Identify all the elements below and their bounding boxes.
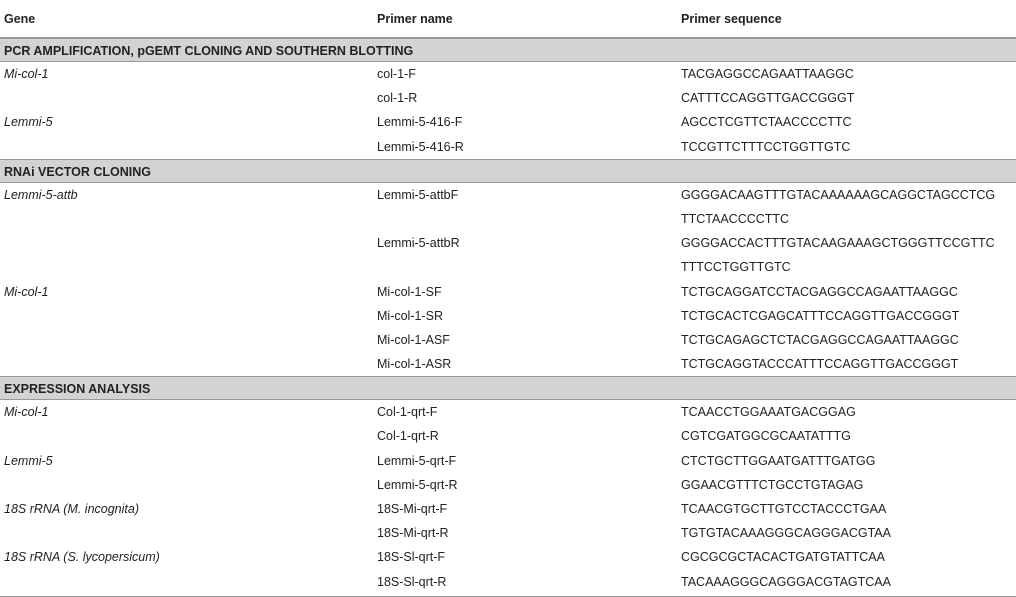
primer-name-cell: Lemmi-5-qrt-R	[377, 477, 458, 492]
table-header-row	[0, 0, 1016, 38]
gene-cell: Lemmi-5-attb	[4, 187, 78, 202]
primer-name-cell: Lemmi-5-416-F	[377, 115, 463, 130]
gene-cell: Lemmi-5	[4, 453, 53, 468]
primer-sequence-cell: GGGGACAAGTTTGTACAAAAAAGCAGGCTAGCCTCG	[681, 187, 996, 202]
section-title: EXPRESSION ANALYSIS	[4, 382, 151, 397]
primer-name-cell: 18S-Sl-qrt-R	[377, 574, 447, 589]
primer-name-cell: 18S-Sl-qrt-F	[377, 550, 446, 565]
primer-name-cell: Mi-col-1-SF	[377, 284, 442, 299]
primer-sequence-cell: TCCGTTCTTTCCTGGTTGTC	[681, 139, 851, 154]
table-row	[0, 110, 1016, 134]
table-row	[0, 521, 1016, 545]
table-row	[0, 86, 1016, 110]
gene-cell: Lemmi-5	[4, 115, 53, 130]
primer-sequence-cell: TACGAGGCCAGAATTAAGGC	[681, 67, 854, 81]
table-row	[0, 280, 1016, 304]
table-row	[0, 497, 1016, 521]
primer-name-cell: Lemmi-5-qrt-F	[377, 453, 457, 468]
header-primer-name: Primer name	[377, 12, 453, 26]
section-title: RNAi VECTOR CLONING	[4, 164, 151, 179]
primer-name-cell: 18S-Mi-qrt-R	[377, 526, 449, 541]
primer-name-cell: Col-1-qrt-F	[377, 405, 438, 420]
gene-cell: 18S rRNA (S. lycopersicum)	[4, 550, 160, 565]
primer-sequence-cell: TCTGCACTCGAGCATTTCCAGGTTGACCGGGT	[681, 308, 960, 323]
primer-name-cell: Lemmi-5-attbF	[377, 187, 459, 202]
primer-sequence-cell: CTCTGCTTGGAATGATTTGATGG	[681, 453, 876, 468]
gene-cell: Mi-col-1	[4, 405, 49, 420]
primer-sequence-cell: AGCCTCGTTCTAACCCCTTC	[681, 115, 852, 130]
primer-name-cell: Mi-col-1-SR	[377, 308, 443, 323]
primer-sequence-cell: TCTGCAGGTACCCATTTCCAGGTTGACCGGGT	[681, 357, 959, 372]
primer-sequence-cell: CGCGCGCTACACTGATGTATTCAA	[681, 550, 885, 565]
table-row	[0, 135, 1016, 159]
table-row	[0, 449, 1016, 473]
table-body	[0, 38, 1016, 594]
header-primer-sequence: Primer sequence	[681, 12, 782, 26]
table-row	[0, 207, 1016, 231]
primer-sequence-cell: TGTGTACAAAGGGCAGGGACGTAA	[681, 526, 891, 541]
primer-name-cell: col-1-F	[377, 67, 416, 81]
primer-sequence-cell: TCAACGTGCTTGTCCTACCCTGAA	[681, 502, 887, 516]
gene-cell: 18S rRNA (M. incognita)	[4, 502, 139, 516]
table-row	[0, 570, 1016, 594]
primer-sequence-cell: TTTCCTGGTTGTC	[681, 260, 791, 275]
primer-name-cell: Mi-col-1-ASF	[377, 332, 450, 347]
primer-name-cell: Mi-col-1-ASR	[377, 357, 452, 372]
table-row	[0, 255, 1016, 279]
primer-sequence-cell: CGTCGATGGCGCAATATTTG	[681, 429, 851, 444]
primer-sequence-cell: TCTGCAGAGCTCTACGAGGCCAGAATTAAGGC	[681, 332, 959, 347]
primer-name-cell: Lemmi-5-attbR	[377, 236, 460, 251]
primer-name-cell: col-1-R	[377, 91, 418, 106]
table-row	[0, 328, 1016, 352]
section-header-row	[0, 376, 1016, 400]
table-row	[0, 304, 1016, 328]
primer-sequence-cell: GGGGACCACTTTGTACAAGAAAGCTGGGTTCCGTTC	[681, 236, 995, 251]
table-row	[0, 545, 1016, 569]
table-row	[0, 231, 1016, 255]
primer-sequence-cell: GGAACGTTTCTGCCTGTAGAG	[681, 477, 864, 492]
section-header-row	[0, 159, 1016, 183]
table-row	[0, 62, 1016, 86]
table-row	[0, 473, 1016, 497]
primer-sequence-cell: TACAAAGGGCAGGGACGTAGTCAA	[681, 574, 891, 589]
primer-sequence-cell: TCTGCAGGATCCTACGAGGCCAGAATTAAGGC	[681, 284, 958, 299]
primer-sequence-cell: CATTTCCAGGTTGACCGGGT	[681, 91, 855, 106]
primer-sequence-cell: TCAACCTGGAAATGACGGAG	[681, 405, 856, 420]
gene-cell: Mi-col-1	[4, 67, 49, 81]
table-row	[0, 424, 1016, 448]
table-row	[0, 183, 1016, 207]
section-header-row	[0, 38, 1016, 62]
table-row	[0, 400, 1016, 424]
gene-cell: Mi-col-1	[4, 284, 49, 299]
section-title: PCR AMPLIFICATION, pGEMT CLONING AND SOUTHERN BLOTTING	[4, 44, 414, 58]
header-gene: Gene	[4, 12, 36, 26]
primer-name-cell: 18S-Mi-qrt-F	[377, 502, 448, 516]
primer-sequence-cell: TTCTAACCCCTTC	[681, 211, 790, 226]
table-row	[0, 352, 1016, 376]
primer-name-cell: Lemmi-5-416-R	[377, 139, 464, 154]
primer-name-cell: Col-1-qrt-R	[377, 429, 439, 444]
